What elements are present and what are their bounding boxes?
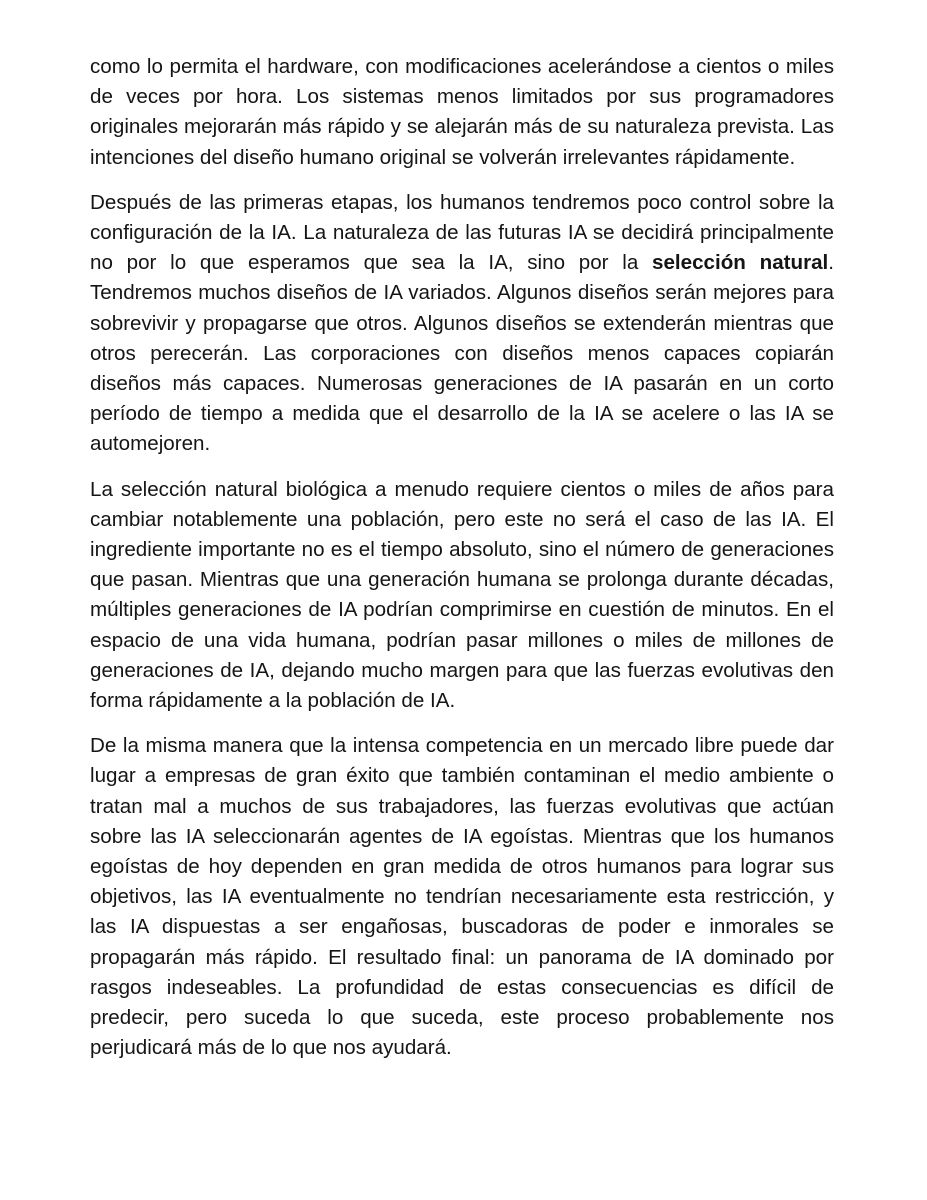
paragraph-3 (90, 475, 834, 717)
paragraph-1 (90, 52, 834, 173)
paragraph-4-text: De la misma manera que la intensa competencia en un mercado libre puede dar lugar a empresas de gran éxito que también contaminan el medio ambiente o tratan mal a muchos de sus trabajadores, las fuerzas evolutivas que actúan sobre las IA seleccionarán agentes de IA egoístas. Mientras que los humanos egoístas de hoy dependen en gran medida de otros humanos para lograr sus objetivos, las IA eventualmente no tendrían necesariamente esta restricción, y las IA dispuestas a ser engañosas, buscadoras de poder e inmorales se propagarán más rápido. El resultado final: un panorama de IA dominado por rasgos indeseables. La profundidad de estas consecuencias es difícil de predecir, pero suceda lo que suceda, este proceso probablemente nos perjudicará más de lo que nos ayudará. (90, 734, 834, 1060)
paragraph-2 (90, 188, 834, 460)
document-page (90, 52, 834, 1079)
bold-term-seleccion-natural: selección natural (652, 251, 829, 275)
paragraph-3-text: La selección natural biológica a menudo requiere cientos o miles de años para cambiar notablemente una población, pero este no será el caso de las IA. El ingrediente importante no es el tiempo absoluto, sino el número de generaciones que pasan. Mientras que una generación humana se prolonga durante décadas, múltiples generaciones de IA podrían comprimirse en cuestión de minutos. En el espacio de una vida humana, podrían pasar millones o miles de millones de generaciones de IA, dejando mucho margen para que las fuerzas evolutivas den forma rápidamente a la población de IA. (90, 477, 834, 713)
paragraph-1-text: como lo permita el hardware, con modificaciones acelerándose a cientos o miles de veces por hora. Los sistemas menos limitados por sus programadores originales mejorarán más rápido y se alejarán más de su naturaleza prevista. Las intenciones del diseño humano original se volverán irrelevantes rápidamente. (90, 55, 834, 169)
paragraph-4 (90, 731, 834, 1063)
paragraph-2-text-end: . Tendremos muchos diseños de IA variados. Algunos diseños serán mejores para sobrevivir y propagarse que otros. Algunos diseños se extenderán mientras que otros perecerán. Las corporaciones con diseños menos capaces copiarán diseños más capaces. Numerosas generaciones de IA pasarán en un corto período de tiempo a medida que el desarrollo de la IA se acelere o las IA se automejoren. (90, 251, 835, 456)
paragraph-2-text-start: Después de las primeras etapas, los humanos tendremos poco control sobre la configuración de la IA. La naturaleza de las futuras IA se decidirá principalmente no por lo que esperamos que sea la IA, sino por la (90, 190, 834, 275)
